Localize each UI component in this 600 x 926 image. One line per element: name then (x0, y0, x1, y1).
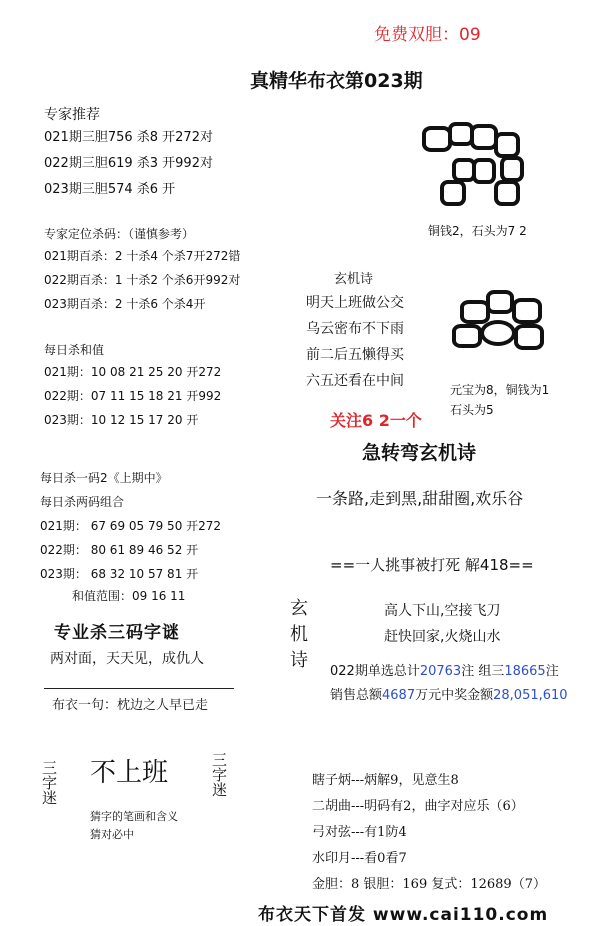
position-kill-list (44, 244, 240, 316)
riddle-left-label: 三字迷 (40, 760, 58, 805)
sum-kill-list (44, 360, 221, 432)
stone-icon (512, 298, 542, 324)
position-kill-heading: 专家定位杀码：（谨慎参考） (44, 227, 195, 241)
list-item: 021期：10 08 21 25 20 开272 (44, 365, 222, 379)
list-item: 二胡曲---明码有2，曲字对应乐（6） (312, 799, 524, 814)
list-item: 弓对弦---有1防4 (312, 825, 407, 840)
caption-line: 石头为5 (450, 403, 494, 417)
sales-line-1: 022期单选总计20763注 组三18665注 (330, 664, 559, 679)
xuanji-line: 高人下山,空接飞刀 (384, 603, 501, 619)
puzzle-line: ==一人挑事被打死 解418== (330, 556, 534, 574)
list-item: 021期三胆756 杀8 开272对 (44, 130, 213, 145)
one-code-heading: 每日杀一码2《上期中》 (40, 471, 168, 485)
two-code-list (40, 514, 221, 586)
focus-note: 关注6 2一个 (330, 411, 422, 430)
poem-line: 明天上班做公交 (306, 295, 404, 311)
stone-icon (500, 156, 524, 182)
stone-icon (472, 158, 496, 184)
expert-rec-heading: 专家推荐 (44, 107, 100, 123)
page-title: 真精华布衣第023期 (250, 70, 423, 92)
list-item: 023期三胆574 杀6 开 (44, 182, 176, 197)
coin-stone-picture-1 (418, 122, 522, 208)
coin-stone-picture-2 (452, 290, 548, 362)
xuanji-lines (384, 598, 500, 650)
riddle-note-2: 猜对必中 (90, 828, 134, 841)
list-item: 022期三胆619 杀3 开992对 (44, 156, 213, 171)
picture-2-captions (450, 380, 549, 420)
riddle-right-label: 三字迷 (210, 752, 228, 797)
riddle-answer: 不上班 (90, 758, 169, 788)
riddle-heading: 专业杀三码字谜 (54, 623, 180, 643)
coin-icon (452, 324, 482, 348)
list-item: 022期：07 11 15 18 21 开992 (44, 389, 222, 403)
coin-icon (494, 132, 520, 158)
sum-range: 和值范围：09 16 11 (72, 589, 186, 603)
expert-rec-list (44, 125, 213, 203)
riddle-text: 两对面，天天见，成仇人 (50, 651, 204, 667)
list-item: 水印月---看0看7 (312, 851, 407, 866)
free-double-banner: 免费双胆：09 (374, 25, 481, 45)
list-item: 022期： 80 61 89 46 52 开 (40, 543, 199, 557)
list-item: 金胆：8 银胆：169 复式：12689（7） (312, 877, 546, 892)
picture-1-caption: 铜钱2，石头为7 2 (428, 224, 527, 238)
list-item: 023期： 68 32 10 57 81 开 (40, 567, 199, 581)
coin-icon (486, 290, 514, 314)
riddle-note-1: 猜字的笔画和含义 (90, 810, 178, 823)
stone-icon (514, 324, 544, 350)
list-item: 瞎子炳---炳解9，见意生8 (312, 773, 459, 788)
two-code-heading: 每日杀两码组合 (40, 495, 125, 509)
poem-line: 乌云密布不下雨 (306, 321, 404, 337)
xuanji-label: 玄机诗 (287, 598, 308, 676)
list-item: 023期：10 12 15 17 20 开 (44, 413, 199, 427)
list-item: 021期百杀：2 十杀4 个杀7开272错 (44, 249, 241, 263)
poem-lines (306, 290, 404, 394)
sum-kill-heading: 每日杀和值 (44, 343, 105, 357)
poem-line: 前二后五懒得买 (306, 347, 404, 363)
sharp-turn-text: 一条路,走到黑,甜甜圈,欢乐谷 (316, 489, 524, 508)
list-item: 023期百杀：2 十杀6 个杀4开 (44, 297, 206, 311)
coin-icon (440, 180, 466, 206)
sales-line-2: 销售总额4687万元中奖金额28,051,610 (330, 688, 568, 703)
footer-site: 布衣天下首发 www.cai110.com (258, 905, 549, 925)
sharp-turn-title: 急转弯玄机诗 (362, 442, 477, 464)
caption-line: 元宝为8，铜钱为1 (450, 383, 550, 397)
poem-line: 六五还看在中间 (306, 373, 404, 389)
ingot-icon (480, 320, 516, 346)
poem-heading: 玄机诗 (334, 272, 374, 287)
stone-icon (494, 180, 520, 206)
xuanji-line: 赶快回家,火烧山水 (384, 629, 501, 645)
divider (44, 688, 234, 689)
list-item: 021期： 67 69 05 79 50 开272 (40, 519, 222, 533)
hint-list (312, 768, 546, 898)
buyi-sentence: 布衣一句：枕边之人早已走 (52, 698, 209, 713)
list-item: 022期百杀：1 十杀2 个杀6开992对 (44, 273, 241, 287)
